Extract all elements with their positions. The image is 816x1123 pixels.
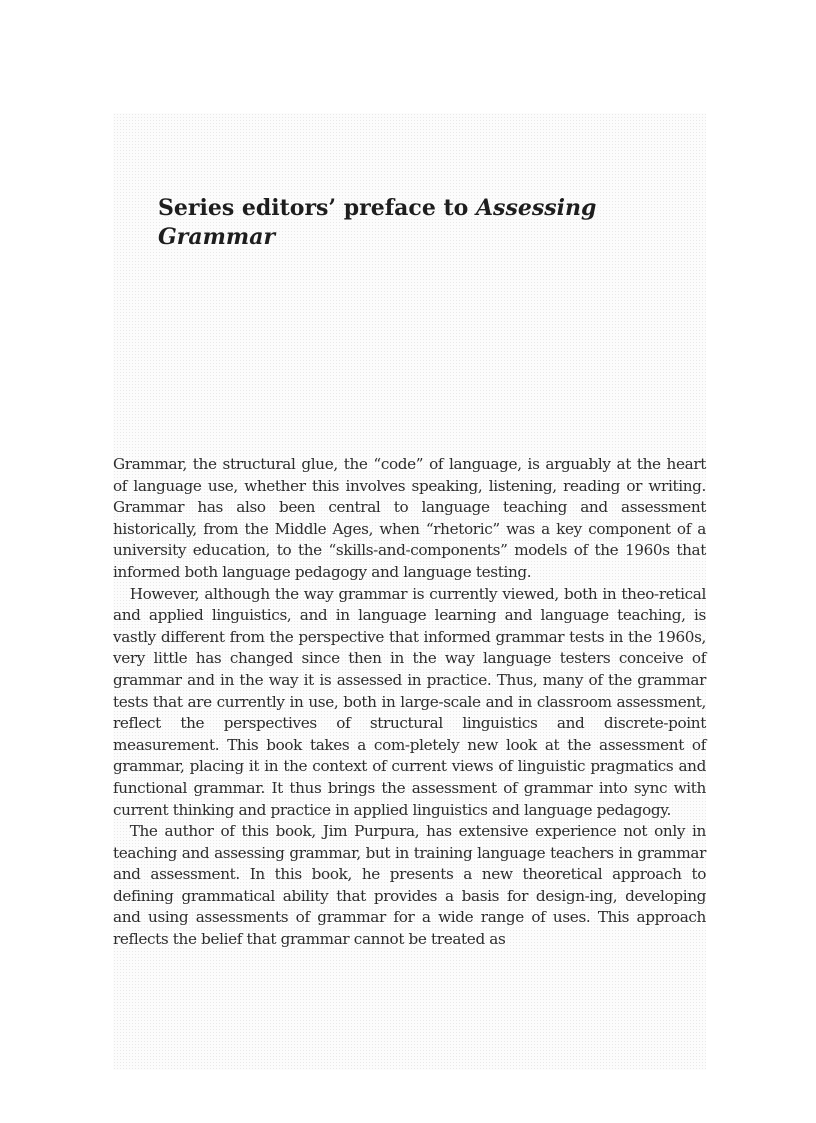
body-text — [113, 454, 706, 951]
title-text: Series editors’ preface to — [158, 195, 476, 221]
title-book-name: Assessing Grammar — [158, 195, 597, 250]
paragraph-3: The author of this book, Jim Purpura, has extensive experience not only in teaching and assessing grammar, but in training language teachers in grammar and assessment. In this book, he presents a new theoretical approach to defining grammatical ability that provides a basis for design-ing, developing and using assessments of grammar for a wide range of uses. This approach reflects the belief that grammar cannot be treated as — [113, 822, 706, 949]
page-title — [158, 194, 658, 252]
paragraph-2: However, although the way grammar is currently viewed, both in theo-retical and applied linguistics, and in language learning and language teaching, is vastly different from the perspective that informed grammar tests in the 1960s, very little has changed since then in the way language testers conceive of grammar and in the way it is assessed in practice. Thus, many of the grammar tests that are currently in use, both in large-scale and in classroom assessment, reflect the perspectives of structural linguistics and discrete-point measurement. This book takes a com-pletely new look at the assessment of grammar, placing it in the context of current views of linguistic pragmatics and functional grammar. It thus brings the assessment of grammar into sync with current thinking and practice in applied linguistics and language pedagogy. — [113, 584, 706, 819]
paragraph-1: Grammar, the structural glue, the “code” of language, is arguably at the heart of language use, whether this involves speaking, listening, reading or writing. Grammar has also been central to language teaching and assessment historically, from the Middle Ages, when “rhetoric” was a key component of a university education, to the “skills-and-components” models of the 1960s that informed both language pedagogy and language testing. — [113, 455, 706, 581]
